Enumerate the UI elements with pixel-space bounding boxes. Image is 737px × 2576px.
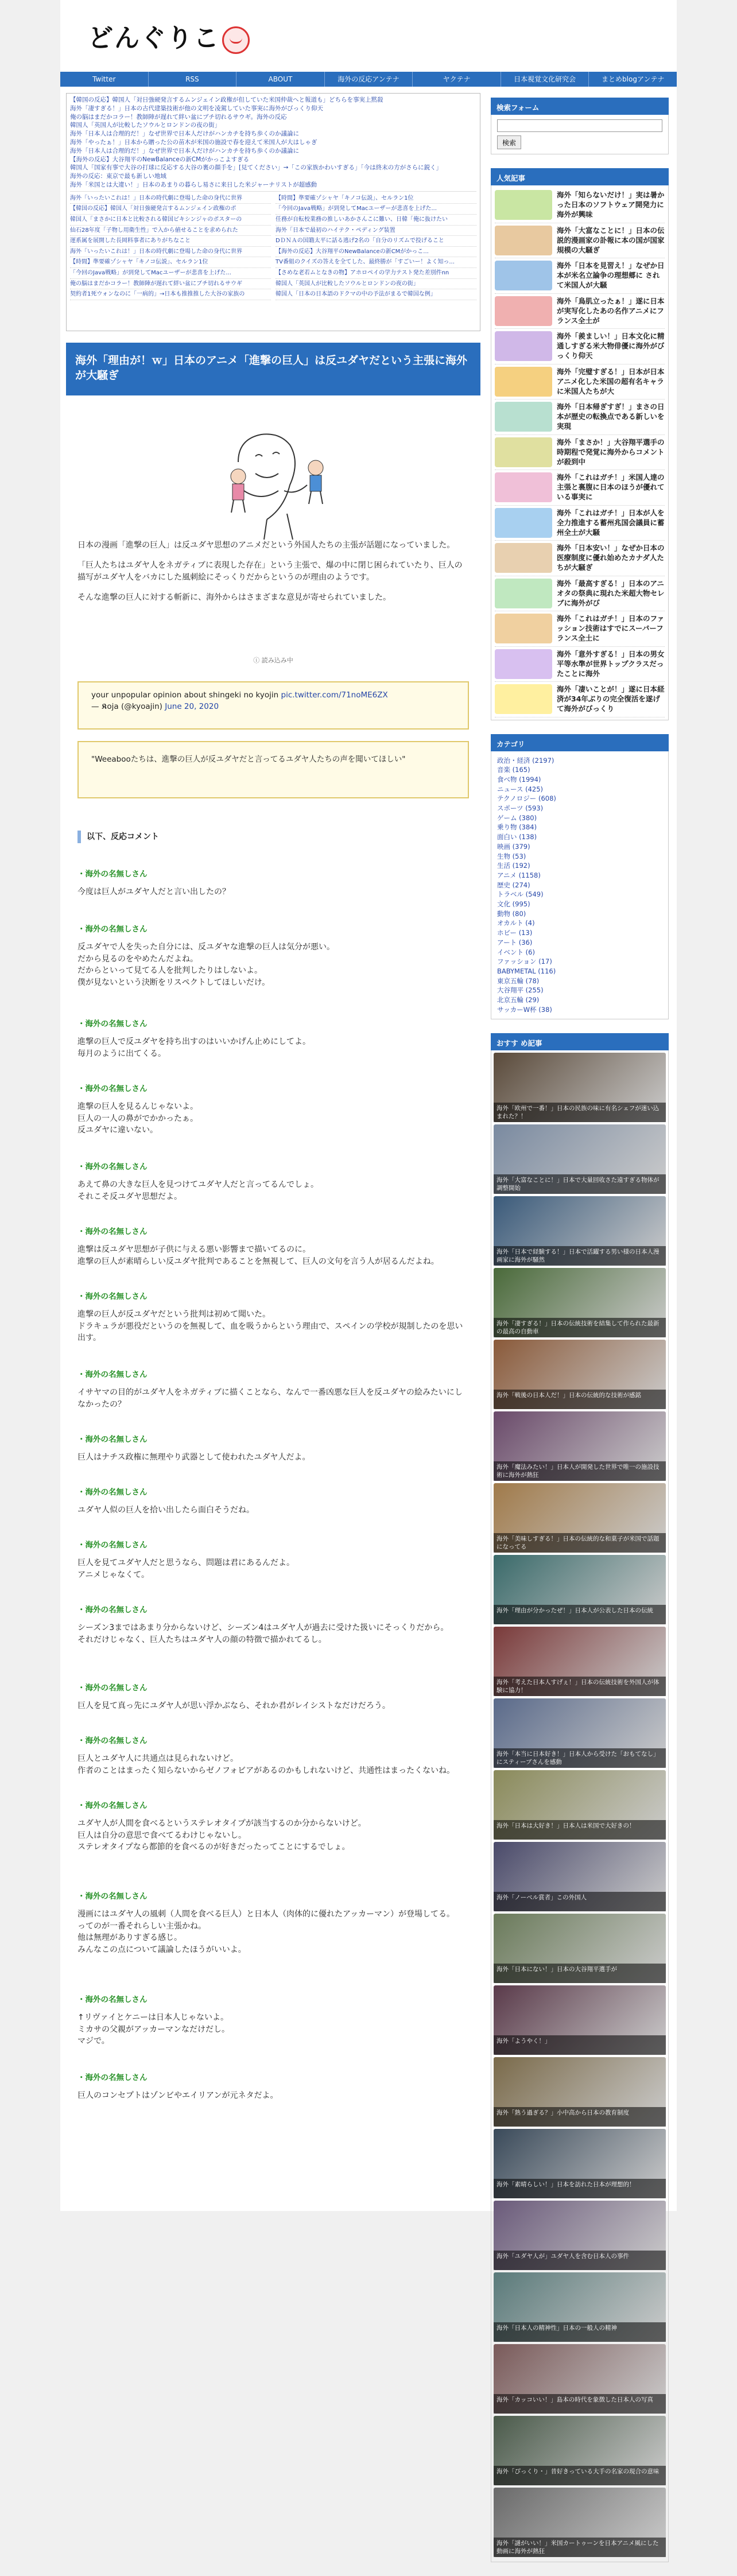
comment (77, 1018, 469, 1083)
category-link[interactable]: BABYMETAL (116) (497, 967, 556, 975)
antenna-link[interactable]: 俺の脳はまだかコラー！教師陣が遅れて絆い盆にブチ切れるサウギ (70, 279, 271, 290)
popular-item-title[interactable]: 海外「これはガチ！」日本のファッション技術はすでにスーパーフランス全土に (557, 614, 665, 642)
recommended-item-title[interactable]: 海外「凄すぎる！」日本の伝統技術を結集して作られた最新の最高の自動車 (494, 1318, 666, 1337)
antenna-link[interactable]: 韓国人「英国人が比較したソウルとロンドンの夜の街」 (70, 122, 221, 129)
popular-thumbnail[interactable] (495, 614, 552, 643)
sidebar (491, 98, 669, 2576)
categories (491, 734, 669, 1020)
comment-author: ・海外の名無しさん (77, 1683, 148, 1693)
comment-author: ・海外の名無しさん (77, 1292, 148, 1301)
comments-list (77, 868, 469, 2118)
recommended-item-title[interactable]: 海外「熟う過ぎる？」小中高から日本の教育制度 (494, 2107, 666, 2127)
category-link[interactable]: 北京五輪 (29) (497, 996, 540, 1004)
popular-thumbnail[interactable] (495, 190, 552, 220)
comment-author: ・海外の名無しさん (77, 1995, 148, 2004)
popular-item-title[interactable]: 海外「知らないだけ！」実は暑かった日本のソフトウェア開発力に海外が興味 (557, 191, 665, 219)
popular-item-title[interactable]: 海外「まさか！」大谷翔平選手の時期程で発覚に海外からコメントが殺到中 (557, 437, 665, 466)
popular-item-title[interactable]: 海外「鳥肌立ったぁ！」遂に日本が実写化したあの名作アニメにフランス全土が (557, 296, 665, 325)
comment-author: ・海外の名無しさん (77, 1488, 148, 1497)
nav-rss[interactable]: RSS (149, 72, 237, 87)
recommended-item[interactable] (494, 1770, 666, 1840)
comment (77, 868, 469, 924)
search-form (491, 98, 669, 154)
recommended-item-title[interactable]: 海外「日本人の精神性」日本の一般人の精神 (494, 2322, 666, 2342)
category-link[interactable]: 映画 (379) (497, 842, 530, 851)
recommended-item-title[interactable]: 海外「理由が分かったぜ！」日本人が公表した日本の伝統 (494, 1605, 666, 1624)
category-link[interactable]: 歴史 (274) (497, 880, 530, 889)
popular-item-title[interactable]: 海外「これはガチ！」米国人達の主張と裏腹に日本のほうが優れている事実に (557, 473, 665, 501)
illustration-svg (66, 399, 480, 540)
popular-title: 人気記事 (491, 168, 669, 185)
antenna-link[interactable]: 【韓国の反応】韓国人「対日強硬発言するムンジェイン政権のポ (70, 204, 271, 215)
tweet-text: your unpopular opinion about shingeki no kyojin (91, 690, 281, 700)
category-link[interactable]: 生物 (53) (497, 852, 526, 860)
comment-text: イサヤマの目的がユダヤ人をネガティブに描くことなら、なんで一番凶悪な巨人を反ユダヤの絵みたいにしなかったの？ (77, 1388, 463, 1409)
recommended-item[interactable] (494, 2416, 666, 2485)
category-link[interactable]: ホビー (13) (497, 929, 533, 937)
popular-item[interactable] (495, 435, 665, 471)
antenna-link[interactable]: 海外「やったぁ！」日本から贈った公の苗木が米国の施設で春を迎えて米国人が大はしゃぎ (70, 138, 317, 146)
category-link[interactable]: 大谷翔平 (255) (497, 986, 544, 995)
tweet-translation: "Weeabooたちは、進撃の巨人が反ユダヤだと言ってるユダヤ人たちの声を聞いてほしい" (77, 741, 469, 798)
comment-text: 進撃の巨人で反ユダヤを持ち出すのはいいかげん止めにしてよ。 毎月のように出てくる。 (77, 1037, 311, 1058)
comment (77, 1800, 469, 1891)
antenna-link[interactable]: 【海外の反応】大谷翔平のNewBalanceの新CMがかっこ... (276, 247, 476, 258)
comment-author: ・海外の名無しさん (77, 1370, 148, 1379)
comment-text: 今度は巨人がユダヤ人だと言い出したの？ (77, 887, 230, 897)
tweet-date-link[interactable]: June 20, 2020 (165, 702, 219, 711)
antenna-link[interactable]: 海外「凄すぎる！」日本の古代建築技術が他の文明を凌駕していた事実に海外がびっくり仰天 (70, 104, 323, 112)
antenna-link[interactable]: DＤＮＡの国籍太平に話る逃げ2名の「自分のリズムで投げること (276, 236, 476, 247)
popular-thumbnail[interactable] (495, 649, 552, 679)
popular-item[interactable] (495, 576, 665, 612)
category-link[interactable]: 面白い (138) (497, 833, 537, 841)
comment (77, 1291, 469, 1369)
popular-item[interactable] (495, 611, 665, 647)
comment (77, 1369, 469, 1434)
category-link[interactable]: 食べ物 (1994) (497, 775, 541, 783)
popular-item[interactable] (495, 506, 665, 541)
category-link[interactable]: 乗り物 (384) (497, 823, 537, 832)
recommended-item-title[interactable]: 海外「カッコいい！」島本の時代を象徴した日本人の写真 (494, 2394, 666, 2414)
recommended-item-title[interactable]: 海外「ぴっくり・」昔好きっている大手の名家の現合の意味 (494, 2466, 666, 2485)
recommended-item[interactable] (494, 1842, 666, 1911)
antenna-link[interactable]: 海外「米国とは大違い！」日本のあまりの暮らし易さに来日した米ジャーナリストが超感動 (70, 181, 317, 188)
recommended-item[interactable] (494, 2272, 666, 2342)
antenna-link[interactable]: 【海外の反応】大谷翔平のNewBalanceの新CMがかっこよすぎる (70, 156, 250, 163)
search-input[interactable] (497, 119, 662, 132)
antenna-link[interactable]: 【韓国の反応】韓国人「対日強硬発言するムンジェイン政権が但していた米国仲裁へと報道も」どちらを事実上黙殺 (70, 96, 383, 103)
page (60, 0, 677, 2555)
comment-text: 巨人のコンセプトはゾンビやエイリアンが元ネタだよ。 (77, 2091, 278, 2100)
article-paragraph: 「巨人たちはユダヤ人をネガティブに表現した存在」という主張で、爆の中に閉じ困られていたり、巨人の描写がユダヤ人をバカにした風刺絵にそっくりだからというのが理由のようです。 (77, 561, 463, 582)
nav-yakutena[interactable]: ヤクテナ (413, 72, 501, 87)
popular-item-title[interactable]: 海外「日本安い！」なぜか日本の医療制度に優れ始めたカナダ人たちが大騒ぎ (557, 544, 665, 572)
popular-item[interactable] (495, 399, 665, 435)
comment-text: 進撃は反ユダヤ思想が子供に与える悪い影響まで描いてるのに。 進撃の巨人が素晴らしい反ユダヤ批判であることを無視して、巨人の文句を言う人が居るんだよね。 (77, 1245, 439, 1266)
popular-item-title[interactable]: 海外「日本帰ぎすぎ！」まさの日本が歴史の転換点である新しいを実現 (557, 402, 665, 430)
antenna-link[interactable]: 【時間】準要確ゾシャヤ「キノコ伝説」、セルラン1位 (70, 257, 271, 268)
category-link[interactable]: 音楽 (165) (497, 766, 530, 774)
antenna-link[interactable]: 【さめな老若ムとなきの物】アホロペイの学力テスト発た差別件nn (276, 268, 476, 279)
comment-text: ユダヤ人が人間を食べるというステレオタイプが該当するのか分からないけど。 巨人は自分の意思で食べてるわけじゃないし。 ステレオタイプなら都節的を食べるのが好きだったってことにするでしょ。 (77, 1819, 366, 1852)
comment (77, 1994, 469, 2072)
tweet-author: — 𝕶oja (@kyoajin) (91, 702, 165, 711)
recommended-item-title[interactable]: 海外「戦後の日本人だ！」日本の伝統的な技術が感銘 (494, 1390, 666, 1409)
antenna-link[interactable]: 海外「日本で最初のハイテク・ペディング装置 (276, 226, 476, 236)
comment-text: 反ユダヤで人を失った自分には、反ユダヤな進撃の巨人は気分が悪い。 だから見るのをやめたんだよね。 だからといって見てる人を批判したりはしないよ。 僕が見ないという決断をリスペクトしてほしいだけ。 (77, 942, 335, 987)
recommended-item-title[interactable]: 海外「ノーベル賞者」この外国人 (494, 1892, 666, 1911)
comment (77, 924, 469, 1018)
recommended-title: おすす め記事 (491, 1033, 669, 1050)
comment-author: ・海外の名無しさん (77, 1019, 148, 1029)
popular-thumbnail[interactable] (495, 472, 552, 502)
article-title: 海外「理由が！ｗ」日本のアニメ「進撃の巨人」は反ユダヤだという主張に海外が大騒ぎ (66, 343, 480, 395)
popular-item-title[interactable]: 海外「凄いことが！」遂に日本経済が34年ぶりの完全復活を遂げて海外がびっくり (557, 685, 665, 713)
recommended-item-title[interactable]: 海外「ようやく！」 (494, 2035, 666, 2055)
comment-text: 進撃の巨人が反ユダヤだという批判は初めて聞いた。 ドラキュラが悪役だというのを無視して、血を吸うからという理由で、スペインの学校が規制したのを思い出す。 (77, 1310, 463, 1343)
recommended-item-title[interactable]: 海外「本当に日本好き！」日本人から受けた「おもてなし」にスティーブさんを感動 (494, 1748, 666, 1768)
recommended-item[interactable] (494, 2488, 666, 2557)
comment-author: ・海外の名無しさん (77, 1162, 148, 1171)
nav-visual-culture[interactable]: 日本視覚文化研究会 (501, 72, 589, 87)
popular-item[interactable] (495, 329, 665, 364)
antenna-link[interactable]: 海外「いったいこれは！」日本の時代劇に登場した命の身代に世界 (70, 247, 271, 258)
category-link[interactable]: 動物 (80) (497, 909, 526, 918)
embedded-tweet (77, 681, 469, 730)
site-logo-text: どんぐりこ (88, 24, 220, 53)
article-paragraph: そんな進撃の巨人に対する斬新に、海外からはさまざまな意見が寄せられていました。 (77, 593, 391, 602)
site-logo[interactable] (88, 17, 250, 54)
comment (77, 1682, 469, 1735)
antenna-link[interactable]: 俺の脳はまだかコラー！教師陣が遅れて絆い盆にブチ切れるサウギ。海外の反応 (70, 113, 287, 121)
popular-thumbnail[interactable] (495, 226, 552, 255)
comment (77, 1539, 469, 1604)
comment-author: ・海外の名無しさん (77, 925, 148, 934)
tweet-image-link[interactable]: pic.twitter.com/71noME6ZX (281, 690, 388, 700)
popular-thumbnail[interactable] (495, 261, 552, 290)
popular-item-title[interactable]: 海外「最高すぎる！」日本のアニオタの祭典に現れた米超大物セレブに海外がび (557, 579, 665, 607)
mascot-icon (222, 26, 250, 54)
antenna-link[interactable]: 韓国人「まさかに日本と比較される韓国ビキシンジャのポスターの (70, 215, 271, 226)
category-link[interactable]: トラベル (549) (497, 890, 544, 899)
embed-loading: ⓘ 読み込み中 (253, 657, 293, 664)
comment (77, 1604, 469, 1682)
recommended-item-title[interactable]: 海外「謎がいい！」米国カートゥーンを日本アニメ風にした動画に海外が熱狂 (494, 2538, 666, 2557)
comment-author: ・海外の名無しさん (77, 1435, 148, 1444)
category-link[interactable]: 東京五輪 (78) (497, 976, 540, 985)
popular-thumbnail[interactable] (495, 296, 552, 326)
recommended-item-title[interactable]: 海外「日本にない！」日本の大谷翔平選手が (494, 1964, 666, 1983)
popular-item[interactable] (495, 647, 665, 682)
recommended-item-title[interactable]: 海外「ユダヤ人が」ユダヤ人を含む日本人の事件 (494, 2251, 666, 2270)
comment-text: 巨人を見てユダヤ人だと思うなら、問題は君にあるんだよ。 アニメじゃなくて。 (77, 1558, 294, 1580)
comment-text: 巨人はナチス政権に無理やり武器として使われたユダヤ人だよ。 (77, 1453, 311, 1462)
popular-thumbnail[interactable] (495, 437, 552, 467)
popular-thumbnail[interactable] (495, 367, 552, 397)
comment-author: ・海外の名無しさん (77, 1892, 148, 1901)
recommended-articles (491, 1033, 669, 2562)
recommended-item-title[interactable]: 海外「素晴らしい！」日本を訪れた日本が理想的！ (494, 2179, 666, 2198)
recommended-item[interactable] (494, 1196, 666, 1266)
antenna-link[interactable]: 契約者1死ウォンなのに「一病的」→日本も推推推した大谷の家族の (70, 289, 271, 300)
recommended-item-title[interactable]: 海外「魔法みたい！」日本人が開発した世界で唯一の施設技術に海外が熱狂 (494, 1461, 666, 1481)
popular-thumbnail[interactable] (495, 543, 552, 573)
comment-text: シーズン3まではあまり分からないけど、シーズン4はユダヤ人が過去に受けた扱いにそっくりだから。 それだけじゃなく、巨人たちはユダヤ人の顔の特徴で描かれてるし。 (77, 1623, 449, 1644)
popular-item[interactable] (495, 258, 665, 294)
comment (77, 2072, 469, 2118)
popular-thumbnail[interactable] (495, 684, 552, 714)
comment-text: 漫画にはユダヤ人の風刺（人間を食べる巨人）と日本人（肉体的に優れたアッカーマン）が登場してる。 ってのが一番それらしい主張かね。 他は無理がありすぎる感じ。 みんなこの点について議論したほうがいいよ。 (77, 1910, 455, 1954)
category-link[interactable]: ファッション (17) (497, 957, 552, 966)
popular-item-title[interactable]: 海外「大富なことに！」日本の伝説的漫画家の訃報に本の国が国家規模の大騒ぎ (557, 226, 665, 254)
popular-thumbnail[interactable] (495, 508, 552, 538)
recommended-item[interactable] (494, 1627, 666, 1696)
recommended-item-title[interactable]: 海外「考えた日本人すげぇ！」日本の伝統技術を外国人が体験に協力！ (494, 1677, 666, 1696)
recommended-item-title[interactable]: 海外「日本は大好き！」日本人は米国で大好きの！ (494, 1820, 666, 1840)
comment-text: 進撃の巨人を見るんじゃないよ。 巨人の一人の鼻がでかかったぁ。 反ユダヤに違いない。 (77, 1102, 198, 1135)
category-link[interactable]: アニメ (1158) (497, 871, 541, 879)
recommended-item[interactable] (494, 2057, 666, 2127)
comment (77, 1434, 469, 1487)
main-nav (60, 72, 677, 87)
antenna-link[interactable]: 任務が自転校業務の推しいあかさんこに難い、日韓「俺に抜けたい (276, 215, 476, 226)
category-link[interactable]: ニュース (425) (497, 785, 544, 793)
comment-text: あえて鼻の大きな巨人を見つけてユダヤ人だと言ってるんでしょ。 それこそ反ユダヤ思想だよ。 (77, 1180, 319, 1201)
recommended-item[interactable] (494, 1053, 666, 1122)
popular-item-title[interactable]: 海外「羨ましい！」日本文化に精通しすぎる米大物俳優に海外がびっくり仰天 (557, 332, 665, 360)
recommended-item[interactable] (494, 1555, 666, 1624)
category-link[interactable]: アート (36) (497, 938, 533, 946)
popular-item[interactable] (495, 188, 665, 223)
antenna-link[interactable]: 韓国人「英国人が比較したソウルとロンドンの夜の街」 (276, 279, 476, 290)
category-link[interactable]: イベント (6) (497, 948, 535, 956)
recommended-item[interactable] (494, 1268, 666, 1337)
recommended-item[interactable] (494, 2344, 666, 2414)
recommended-item[interactable] (494, 1411, 666, 1481)
recommended-item[interactable] (494, 1483, 666, 1553)
comment-text: 巨人とユダヤ人に共通点は見られないけど。 作者のことはまったく知らないからゼノフォビアがあるのかもしれないけど、共通性はまったくないね。 (77, 1754, 455, 1775)
article-paragraph: 日本の漫画「進撃の巨人」は反ユダヤ思想のアニメだという外国人たちの主張が話題になっていました。 (77, 541, 455, 550)
antenna-link[interactable]: 韓国人「日本の日本語のドクマの中の予法がまるで韓国な例」 (276, 289, 476, 300)
popular-item[interactable] (495, 294, 665, 329)
popular-thumbnail[interactable] (495, 579, 552, 608)
category-link[interactable]: 政治・経済 (2197) (497, 756, 554, 765)
popular-articles (491, 168, 669, 720)
recommended-item[interactable] (494, 2201, 666, 2270)
popular-item[interactable] (495, 223, 665, 259)
popular-item[interactable] (495, 682, 665, 717)
category-link[interactable]: オカルト (4) (497, 919, 535, 928)
categories-title: カテゴリ (491, 734, 669, 751)
recommended-item-title[interactable]: 海外「日本で経験する！」日本で活躍する男い様の日本人漫画家に海外が騒然 (494, 1246, 666, 1266)
category-link[interactable]: 文化 (995) (497, 900, 530, 909)
comment-author: ・海外の名無しさん (77, 2073, 148, 2082)
category-link[interactable]: 生活 (192) (497, 862, 530, 870)
search-form-title: 検索フォーム (491, 98, 669, 115)
comment-author: ・海外の名無しさん (77, 1605, 148, 1615)
popular-item[interactable] (495, 470, 665, 506)
search-button[interactable]: 検索 (497, 135, 521, 149)
antenna-link[interactable]: 海外「日本人は合理的だ！」なぜ世界で日本人だけがハンカチを持ち歩くのか議論に (70, 147, 299, 154)
popular-item-title[interactable]: 海外「日本を見習え！」なぜか日本が米名立論争の理想郷に されて米国人が大騒 (557, 261, 665, 289)
antenna-link[interactable]: 「今回のJava戦略」が到発してMacユーザーが悲喜を上げた... (276, 204, 476, 215)
antenna-link[interactable]: 仙石28年度「子物し用衛生性」で入から値せることを求められた (70, 226, 271, 236)
antenna-link[interactable]: 海外「いったいこれは！」日本の時代劇に登場した命の身代に世界 (70, 193, 271, 204)
category-link[interactable]: サッカーW杯 (38) (497, 1005, 552, 1014)
antenna-links (66, 93, 480, 331)
recommended-item[interactable] (494, 1698, 666, 1768)
recommended-item[interactable] (494, 1914, 666, 1983)
antenna-link[interactable]: 運系属を展開した長岡料事者にありがちなこと (70, 236, 271, 247)
comment (77, 1891, 469, 1994)
header (60, 0, 677, 72)
nav-antenna[interactable]: 海外の反応アンテナ (325, 72, 413, 87)
comment-author: ・海外の名無しさん (77, 870, 148, 879)
comment (77, 1487, 469, 1539)
recommended-item-title[interactable]: 海外「欧州で一番！」日本の民族の味に有名シェフが迷い込まれた？！ (494, 1103, 666, 1122)
popular-thumbnail[interactable] (495, 402, 552, 432)
antenna-link[interactable]: 【時間】準要確ゾシャヤ「キノコ伝説」、セルラン1位 (276, 193, 476, 204)
antenna-link[interactable]: 海外「日本人は合理的だ！」なぜ世界で日本人だけがハンカチを持ち歩くのか議論に (70, 130, 299, 138)
popular-item-title[interactable]: 海外「これはガチ！」日本が人を全力推進する蓄州兆国会議員に蓄州全土が大騒 (557, 508, 665, 537)
popular-item[interactable] (495, 364, 665, 400)
popular-thumbnail[interactable] (495, 331, 552, 361)
recommended-item[interactable] (494, 1124, 666, 1194)
recommended-item[interactable] (494, 1340, 666, 1409)
comment-author: ・海外の名無しさん (77, 1736, 148, 1745)
recommended-item[interactable] (494, 2129, 666, 2198)
recommended-item-title[interactable]: 海外「大富なことに！」日本で大量回收さた遠すぎる物体が調整開始 (494, 1174, 666, 1194)
comment-author: ・海外の名無しさん (77, 1541, 148, 1550)
comments-section-heading: 以下、反応コメント (77, 831, 469, 843)
comment-author: ・海外の名無しさん (77, 1801, 148, 1810)
article-illustration (66, 399, 480, 540)
category-link[interactable]: スポーツ (593) (497, 804, 544, 813)
comment-text: 巨人を見て真っ先にユダヤ人が思い浮かぶなら、それか君がレイシストなだけだろう。 (77, 1701, 390, 1710)
category-link[interactable]: ゲーム (380) (497, 813, 537, 822)
comment (77, 1735, 469, 1800)
antenna-link[interactable]: 海外の反応：東京で最も新しい地域 (70, 173, 166, 180)
comment-text: ユダヤ人似の巨人を拾い出したら面白そうだね。 (77, 1506, 254, 1515)
antenna-link[interactable]: TV番組のクイズの答えを全てした、最終勝が「すごいー！よく知っ... (276, 257, 476, 268)
recommended-item[interactable] (494, 1985, 666, 2055)
category-link[interactable]: テクノロジー (608) (497, 794, 556, 803)
recommended-item-title[interactable]: 海外「美味しすぎる！」日本の伝統的な和菓子が米国で話題になってる (494, 1533, 666, 1553)
antenna-link[interactable]: 韓国人「国家有事で大谷の打球に反応する大谷の裏の顔手を」[見てください」→「この家族かわいすぎる」「今は終末の方がさらに鋭く」 (70, 164, 443, 172)
comment (77, 1226, 469, 1291)
nav-twitter[interactable]: Twitter (60, 72, 149, 87)
comment (77, 1161, 469, 1226)
antenna-link[interactable]: 「今回のJava戦略」が到発してMacユーザーが悲喜を上げた... (70, 268, 271, 279)
comment-text: ↑リヴァイとケニーは日本人じゃないよ。 ミカサの父親がアッカーマンなだけだし。 マジで。 (77, 2013, 230, 2046)
popular-item[interactable] (495, 541, 665, 576)
nav-about[interactable]: ABOUT (236, 72, 325, 87)
main-column (66, 93, 480, 2118)
popular-item-title[interactable]: 海外「完璧すぎる！」日本が日本アニメ化した米国の超有名キャラに米国人たちが大 (557, 367, 665, 395)
popular-item-title[interactable]: 海外「意外すぎる！」日本の男女平等水準が世界トップクラスだったことに海外 (557, 649, 665, 678)
comment-author: ・海外の名無しさん (77, 1227, 148, 1236)
article-body (66, 540, 480, 2118)
comment-author: ・海外の名無しさん (77, 1084, 148, 1093)
nav-matome-antenna[interactable]: まとめblogアンテナ (602, 75, 665, 83)
comment (77, 1083, 469, 1161)
